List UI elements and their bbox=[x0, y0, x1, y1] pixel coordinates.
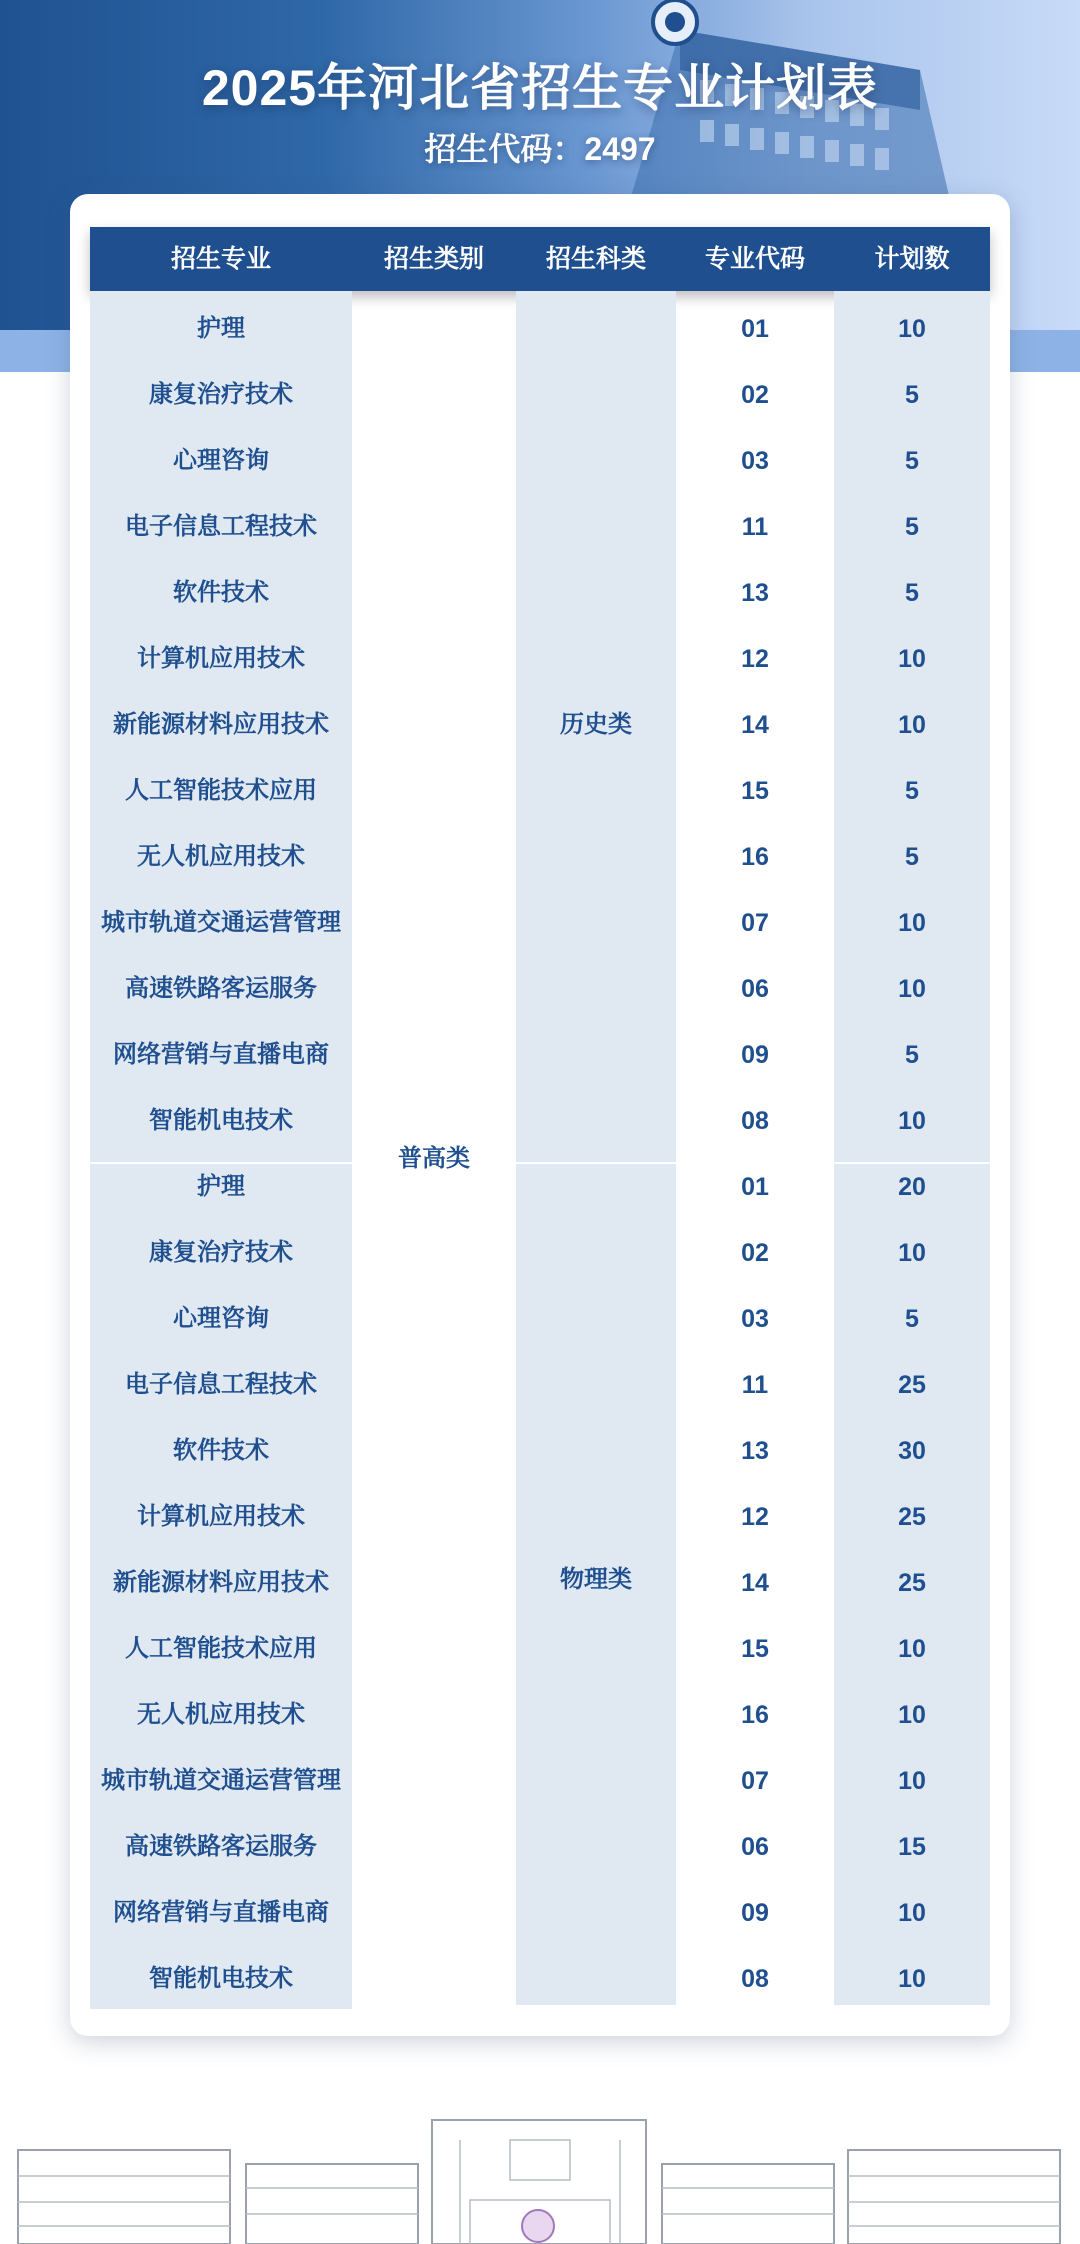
code-cell: 09 bbox=[741, 1041, 769, 1069]
code-cell: 06 bbox=[741, 975, 769, 1003]
code-cell: 07 bbox=[741, 1767, 769, 1795]
plan-cell: 10 bbox=[898, 975, 926, 1003]
plan-cell: 20 bbox=[898, 1173, 926, 1201]
plan-cell: 25 bbox=[898, 1371, 926, 1399]
code-cell: 07 bbox=[741, 909, 769, 937]
major-cell: 电子信息工程技术 bbox=[125, 1371, 317, 1398]
plan-cell: 30 bbox=[898, 1437, 926, 1465]
major-cell: 人工智能技术应用 bbox=[125, 1635, 317, 1662]
plan-cell: 10 bbox=[898, 1701, 926, 1729]
major-cell: 智能机电技术 bbox=[149, 1965, 293, 1992]
plan-cell: 10 bbox=[898, 315, 926, 343]
major-cell: 人工智能技术应用 bbox=[125, 777, 317, 804]
major-cell: 软件技术 bbox=[173, 579, 269, 606]
code-cell: 14 bbox=[741, 711, 769, 739]
major-cell: 网络营销与直播电商 bbox=[113, 1899, 329, 1926]
table-card bbox=[70, 194, 1010, 2036]
code-cell: 03 bbox=[741, 1305, 769, 1333]
plan-cell: 10 bbox=[898, 1635, 926, 1663]
plan-cell: 10 bbox=[898, 645, 926, 673]
plan-cell: 5 bbox=[905, 513, 919, 541]
code-cell: 11 bbox=[741, 513, 769, 541]
major-cell: 智能机电技术 bbox=[149, 1107, 293, 1134]
major-cell: 护理 bbox=[197, 1173, 245, 1200]
major-cell: 康复治疗技术 bbox=[149, 1239, 293, 1266]
plan-cell: 5 bbox=[905, 1041, 919, 1069]
major-cell: 软件技术 bbox=[173, 1437, 269, 1464]
plan-cell: 5 bbox=[905, 777, 919, 805]
subject-cell-history: 历史类 bbox=[560, 711, 632, 738]
plan-cell: 5 bbox=[905, 843, 919, 871]
plan-cell: 25 bbox=[898, 1569, 926, 1597]
code-cell: 09 bbox=[741, 1899, 769, 1927]
code-cell: 12 bbox=[741, 1503, 769, 1531]
major-cell: 心理咨询 bbox=[173, 1305, 269, 1332]
code-cell: 14 bbox=[741, 1569, 769, 1597]
plan-cell: 25 bbox=[898, 1503, 926, 1531]
column-header-plan: 计划数 bbox=[874, 245, 950, 273]
column-header-major: 招生专业 bbox=[170, 245, 271, 273]
plan-cell: 10 bbox=[898, 1767, 926, 1795]
major-cell: 新能源材料应用技术 bbox=[113, 711, 329, 738]
major-cell: 城市轨道交通运营管理 bbox=[101, 1767, 341, 1794]
school-seal-icon bbox=[522, 2210, 554, 2242]
plan-cell: 10 bbox=[898, 1899, 926, 1927]
code-cell: 16 bbox=[741, 843, 769, 871]
major-cell: 计算机应用技术 bbox=[137, 645, 305, 672]
plan-cell: 10 bbox=[898, 711, 926, 739]
column-header-subject: 招生科类 bbox=[545, 245, 646, 273]
major-cell: 心理咨询 bbox=[173, 447, 269, 474]
code-cell: 01 bbox=[741, 1173, 769, 1201]
page-subtitle: 招生代码：2497 bbox=[424, 131, 656, 167]
major-cell: 计算机应用技术 bbox=[137, 1503, 305, 1530]
code-cell: 16 bbox=[741, 1701, 769, 1729]
major-cell: 电子信息工程技术 bbox=[125, 513, 317, 540]
major-cell: 高速铁路客运服务 bbox=[125, 1833, 317, 1860]
major-cell: 无人机应用技术 bbox=[137, 1701, 305, 1728]
major-cell: 城市轨道交通运营管理 bbox=[101, 909, 341, 936]
plan-cell: 10 bbox=[898, 1107, 926, 1135]
plan-cell: 5 bbox=[905, 447, 919, 475]
code-cell: 11 bbox=[741, 1371, 769, 1399]
campus-illustration bbox=[0, 2110, 1080, 2244]
subject-cell-physics: 物理类 bbox=[560, 1566, 632, 1593]
page-title: 2025年河北省招生专业计划表 bbox=[201, 60, 879, 116]
code-cell: 06 bbox=[741, 1833, 769, 1861]
subject-column-bg bbox=[516, 291, 676, 2005]
major-cell: 护理 bbox=[197, 315, 245, 342]
plan-cell: 5 bbox=[905, 1305, 919, 1333]
code-cell: 03 bbox=[741, 447, 769, 475]
group-divider bbox=[516, 1162, 676, 1164]
major-cell: 高速铁路客运服务 bbox=[125, 975, 317, 1002]
code-cell: 08 bbox=[741, 1107, 769, 1135]
column-header-category: 招生类别 bbox=[383, 245, 484, 273]
plan-cell: 10 bbox=[898, 909, 926, 937]
code-cell: 02 bbox=[741, 381, 769, 409]
plan-cell: 15 bbox=[898, 1833, 926, 1861]
code-cell: 13 bbox=[741, 579, 769, 607]
major-cell: 新能源材料应用技术 bbox=[113, 1569, 329, 1596]
code-cell: 08 bbox=[741, 1965, 769, 1993]
plan-cell: 5 bbox=[905, 381, 919, 409]
code-cell: 12 bbox=[741, 645, 769, 673]
code-cell: 02 bbox=[741, 1239, 769, 1267]
column-header-code: 专业代码 bbox=[704, 245, 805, 273]
major-cell: 无人机应用技术 bbox=[137, 843, 305, 870]
code-cell: 15 bbox=[741, 1635, 769, 1663]
code-cell: 13 bbox=[741, 1437, 769, 1465]
plan-cell: 10 bbox=[898, 1965, 926, 1993]
code-cell: 01 bbox=[741, 315, 769, 343]
table-header bbox=[90, 227, 990, 291]
plan-cell: 10 bbox=[898, 1239, 926, 1267]
category-cell: 普高类 bbox=[398, 1145, 470, 1172]
major-cell: 康复治疗技术 bbox=[149, 381, 293, 408]
code-cell: 15 bbox=[741, 777, 769, 805]
major-cell: 网络营销与直播电商 bbox=[113, 1041, 329, 1068]
plan-cell: 5 bbox=[905, 579, 919, 607]
